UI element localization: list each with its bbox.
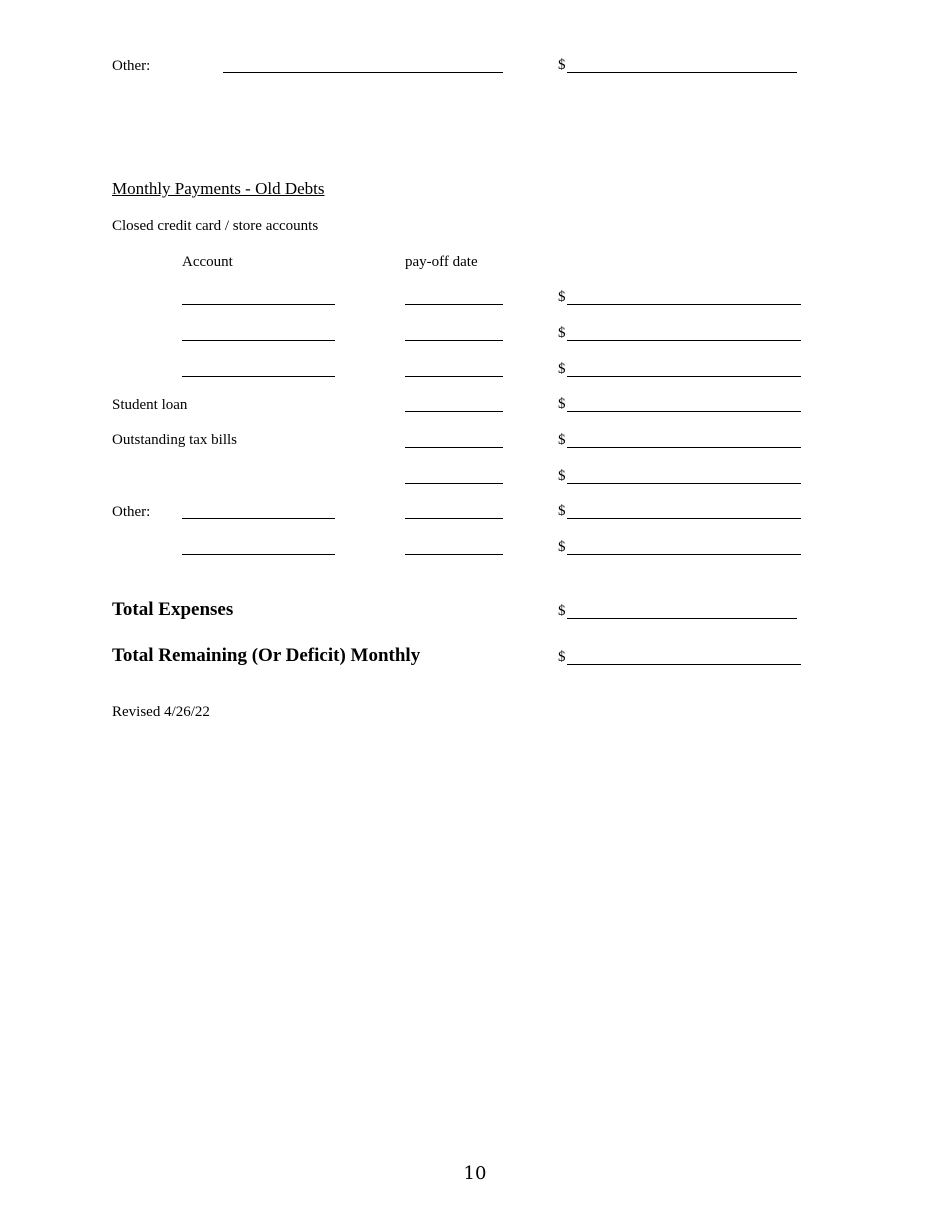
account-1-amount-line[interactable] <box>567 304 801 305</box>
other-payoff-date-line-1[interactable] <box>405 518 503 519</box>
other-label: Other: <box>112 504 151 520</box>
student-loan-dollar-sign: $ <box>558 396 566 412</box>
total-expenses-dollar-sign: $ <box>558 603 566 619</box>
tax-bills-payoff-date-line[interactable] <box>405 447 503 448</box>
total-expenses-label: Total Expenses <box>112 599 234 620</box>
extra-amount-line[interactable] <box>567 483 801 484</box>
account-1-dollar-sign: $ <box>558 289 566 305</box>
other-2-dollar-sign: $ <box>558 539 566 555</box>
other-description-line-2[interactable] <box>182 554 335 555</box>
account-2-amount-line[interactable] <box>567 340 801 341</box>
other-1-dollar-sign: $ <box>558 503 566 519</box>
other-2-amount-line[interactable] <box>567 554 801 555</box>
section-title: Monthly Payments - Old Debts <box>112 179 325 198</box>
total-remaining-label: Total Remaining (Or Deficit) Monthly <box>112 645 421 666</box>
payoff-date-line-1[interactable] <box>405 304 503 305</box>
other-payoff-date-line-2[interactable] <box>405 554 503 555</box>
total-remaining-dollar-sign: $ <box>558 649 566 665</box>
tax-bills-dollar-sign: $ <box>558 432 566 448</box>
top-other-amount-line[interactable] <box>567 72 797 73</box>
top-other-description-line[interactable] <box>223 72 503 73</box>
other-description-line-1[interactable] <box>182 518 335 519</box>
section-subtitle: Closed credit card / store accounts <box>112 218 319 234</box>
column-header-account: Account <box>182 254 233 270</box>
account-line-2[interactable] <box>182 340 335 341</box>
page-number: 10 <box>463 1163 487 1184</box>
payoff-date-line-3[interactable] <box>405 376 503 377</box>
top-other-dollar-sign: $ <box>558 57 566 73</box>
tax-bills-label: Outstanding tax bills <box>112 432 237 448</box>
student-loan-amount-line[interactable] <box>567 411 801 412</box>
extra-payoff-date-line[interactable] <box>405 483 503 484</box>
total-expenses-amount-line[interactable] <box>567 618 797 619</box>
top-other-label: Other: <box>112 58 151 74</box>
student-loan-payoff-date-line[interactable] <box>405 411 503 412</box>
extra-dollar-sign: $ <box>558 468 566 484</box>
total-remaining-amount-line[interactable] <box>567 664 801 665</box>
account-line-1[interactable] <box>182 304 335 305</box>
student-loan-label: Student loan <box>112 397 188 413</box>
column-header-payoff-date: pay-off date <box>405 254 478 270</box>
account-line-3[interactable] <box>182 376 335 377</box>
payoff-date-line-2[interactable] <box>405 340 503 341</box>
account-3-amount-line[interactable] <box>567 376 801 377</box>
account-3-dollar-sign: $ <box>558 361 566 377</box>
other-1-amount-line[interactable] <box>567 518 801 519</box>
revised-date: Revised 4/26/22 <box>112 704 210 720</box>
account-2-dollar-sign: $ <box>558 325 566 341</box>
tax-bills-amount-line[interactable] <box>567 447 801 448</box>
